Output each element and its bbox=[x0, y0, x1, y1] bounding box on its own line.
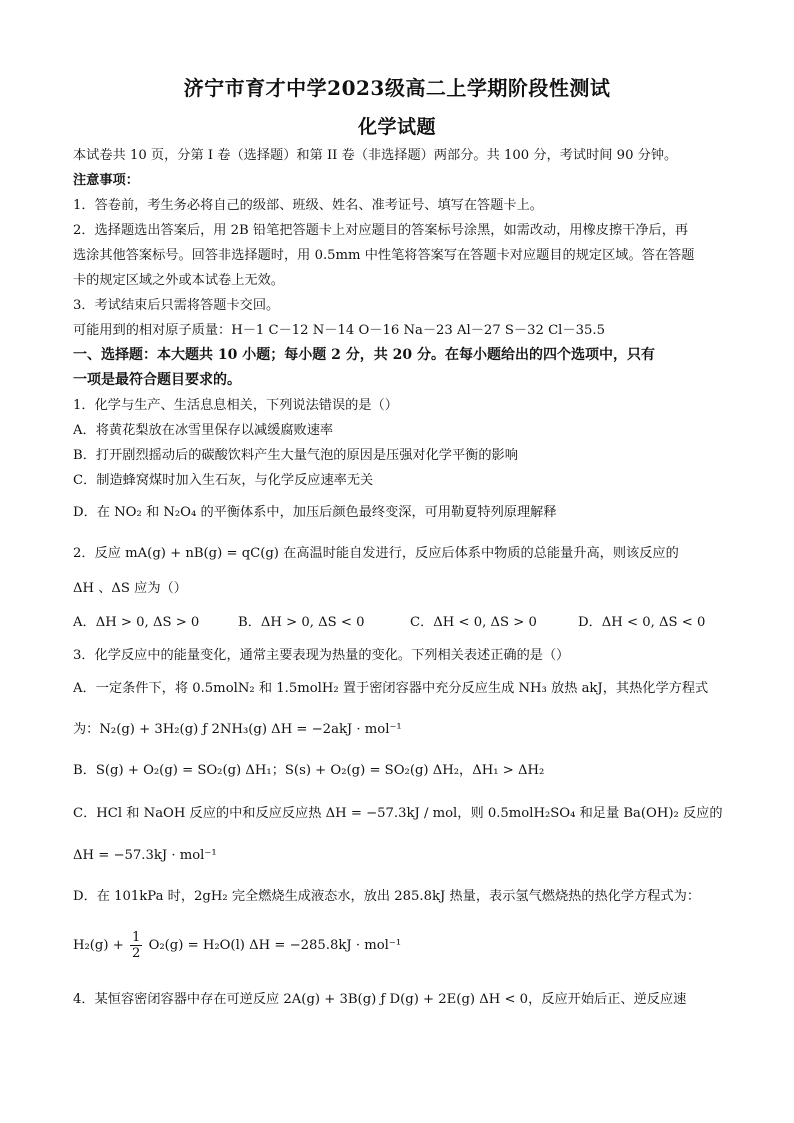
fraction-denominator: 2 bbox=[131, 946, 141, 961]
question-1-option-a: A．将黄花梨放在冰雪里保存以减缓腐败速率 bbox=[73, 423, 334, 438]
question-3-option-c-cont: ΔH = −57.3kJ · mol⁻¹ bbox=[73, 848, 217, 863]
question-3-option-c: C．HCl 和 NaOH 反应的中和反应反应热 ΔH = −57.3kJ / mol，则 0.5molH₂SO₄ 和足量 Ba(OH)₂ 反应的 bbox=[73, 806, 723, 821]
atomic-masses: 可能用到的相对原子质量：H－1 C－12 N－14 O－16 Na－23 Al－27 S－32 Cl－35.5 bbox=[73, 323, 605, 338]
exam-title: 济宁市育才中学2023级高二上学期阶段性测试 bbox=[183, 76, 611, 100]
question-2-stem-cont: ΔH 、ΔS 应为（） bbox=[73, 581, 187, 596]
fraction bbox=[130, 930, 142, 961]
intro-text: 本试卷共 10 页，分第 I 卷（选择题）和第 II 卷（非选择题）两部分。共 100 分，考试时间 90 分钟。 bbox=[73, 148, 678, 163]
question-1-stem: 1．化学与生产、生活息息相关，下列说法错误的是（） bbox=[73, 398, 398, 413]
question-1-option-c: C．制造蜂窝煤时加入生石灰，与化学反应速率无关 bbox=[73, 473, 374, 488]
exam-subtitle: 化学试题 bbox=[357, 116, 436, 138]
notice-item: 3．考试结束后只需将答题卡交回。 bbox=[73, 298, 280, 313]
fraction-numerator: 1 bbox=[131, 930, 141, 945]
question-4-stem: 4．某恒容密闭容器中存在可逆反应 2A(g) + 3B(g) ƒ D(g) + 2E(g) ΔH < 0，反应开始后正、逆反应速 bbox=[73, 992, 687, 1007]
question-3-stem: 3．化学反应中的能量变化，通常主要表现为热量的变化。下列相关表述正确的是（） bbox=[73, 648, 570, 663]
question-2-option-d: D．ΔH < 0, ΔS < 0 bbox=[578, 615, 706, 630]
question-3-option-d-equation bbox=[73, 930, 733, 974]
question-1-option-b: B．打开剧烈摇动后的碳酸饮料产生大量气泡的原因是压强对化学平衡的影响 bbox=[73, 448, 518, 463]
question-2-option-c: C．ΔH < 0, ΔS > 0 bbox=[410, 615, 537, 630]
section-heading: 一项是最符合题目要求的。 bbox=[73, 372, 241, 388]
question-2-stem: 2．反应 mA(g) + nB(g) = qC(g) 在高温时能自发进行，反应后体系中物质的总能量升高，则该反应的 bbox=[73, 546, 679, 561]
question-3-option-a: A．一定条件下，将 0.5molN₂ 和 1.5molH₂ 置于密闭容器中充分反应生成 NH₃ 放热 akJ，其热化学方程式 bbox=[73, 681, 709, 696]
equation-lhs: H₂(g) + bbox=[73, 937, 124, 953]
question-2-option-a: A．ΔH > 0, ΔS > 0 bbox=[73, 615, 200, 630]
notice-item: 卡的规定区域之外或本试卷上无效。 bbox=[73, 273, 284, 288]
notice-heading: 注意事项： bbox=[73, 173, 139, 188]
notice-item: 2．选择题选出答案后，用 2B 铅笔把答题卡上对应题目的答案标号涂黑，如需改动，用橡皮擦干净后，再 bbox=[73, 223, 689, 238]
question-3-option-b: B．S(g) + O₂(g) = SO₂(g) ΔH₁；S(s) + O₂(g) = SO₂(g) ΔH₂，ΔH₁ > ΔH₂ bbox=[73, 763, 545, 778]
question-1-option-d: D．在 NO₂ 和 N₂O₄ 的平衡体系中，加压后颜色最终变深，可用勒夏特列原理解释 bbox=[73, 505, 557, 520]
section-heading: 一、选择题：本大题共 10 小题；每小题 2 分，共 20 分。在每小题给出的四个选项中，只有 bbox=[73, 347, 655, 363]
notice-item: 1．答卷前，考生务必将自己的级部、班级、姓名、准考证号、填写在答题卡上。 bbox=[73, 198, 543, 213]
question-3-option-a-equation: 为：N₂(g) + 3H₂(g) ƒ 2NH₃(g) ΔH = −2akJ · mol⁻¹ bbox=[73, 722, 402, 737]
notice-item: 选涂其他答案标号。回答非选择题时，用 0.5mm 中性笔将答案写在答题卡对应题目的规定区域。答在答题 bbox=[73, 248, 695, 263]
equation-rhs: O₂(g) = H₂O(l) ΔH = −285.8kJ · mol⁻¹ bbox=[148, 937, 402, 953]
question-3-option-d: D．在 101kPa 时，2gH₂ 完全燃烧生成液态水，放出 285.8kJ 热量，表示氢气燃烧热的热化学方程式为： bbox=[73, 889, 701, 904]
question-2-option-b: B．ΔH > 0, ΔS < 0 bbox=[238, 615, 365, 630]
